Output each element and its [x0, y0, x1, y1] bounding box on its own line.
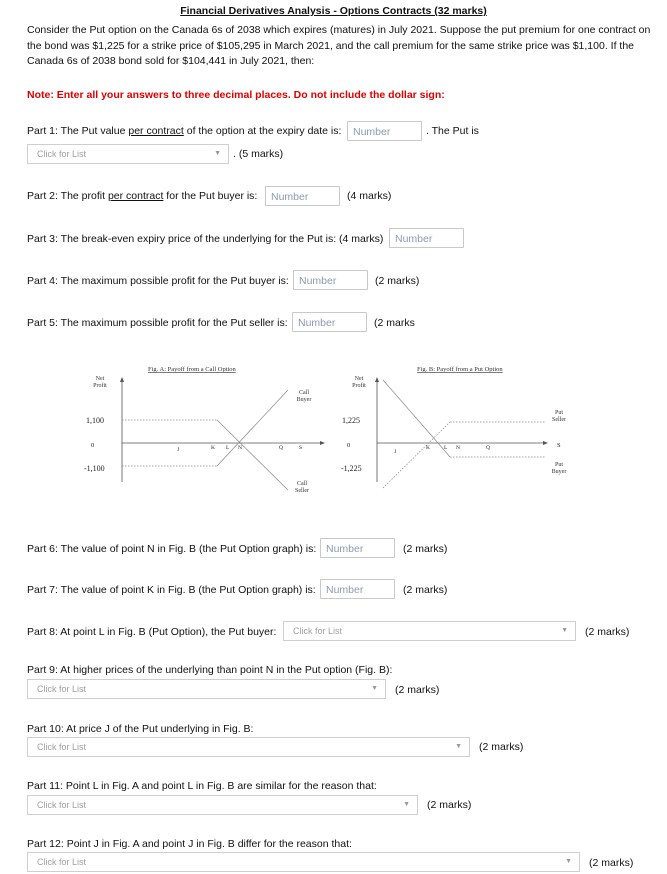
part-8-dropdown[interactable]: Click for List ▼: [283, 621, 576, 641]
part-3-question: Part 3: The break-even expiry price of the underlying for the Put is: (4 marks): [27, 233, 384, 245]
chevron-down-icon: ▼: [455, 743, 462, 750]
fig-b-x-n: N: [456, 445, 460, 451]
part-10-marks: (2 marks): [479, 741, 524, 753]
fig-a-tick-top: 1,100: [86, 416, 104, 425]
instructions-note: Note: Enter all your answers to three decimal places. Do not include the dollar sign:: [27, 89, 445, 101]
part-5-question: Part 5: The maximum possible profit for the Put seller is:: [27, 317, 288, 329]
fig-b-x-j: J: [394, 449, 397, 455]
fig-a-ylabel-1: Net: [95, 376, 105, 382]
part-9-question: Part 9: At higher prices of the underlying than point N in the Put option (Fig. B):: [27, 664, 393, 676]
part-11-question: Part 11: Point L in Fig. A and point L in Fig. B are similar for the reason that:: [27, 780, 377, 792]
fig-b-x-k: K: [426, 445, 430, 451]
fig-b-tick-bottom: -1,225: [341, 464, 362, 473]
part-6-marks: (2 marks): [403, 543, 448, 555]
fig-a-tick-bottom: -1,100: [84, 464, 105, 473]
fig-a-ylabel-2: Profit: [93, 383, 107, 389]
fig-a-call-payoff-diagram: [80, 360, 350, 505]
fig-b-seller-label-1: Put: [554, 410, 564, 416]
chevron-down-icon: ▼: [403, 801, 410, 808]
part-12-question: Part 12: Point J in Fig. A and point J in Fig. B differ for the reason that:: [27, 838, 352, 850]
part-10-dropdown[interactable]: Click for List ▼: [27, 737, 470, 757]
part-6-number-input[interactable]: Number: [320, 538, 395, 558]
fig-b-x-l: L: [444, 445, 448, 451]
fig-b-buyer-label-1: Put: [554, 462, 564, 468]
part-9-dropdown[interactable]: Click for List ▼: [27, 679, 386, 699]
fig-a-x-j: J: [177, 447, 180, 453]
fig-b-tick-top: 1,225: [342, 416, 360, 425]
chevron-down-icon: ▼: [561, 627, 568, 634]
part-7-marks: (2 marks): [403, 584, 448, 596]
fig-a-seller-label-1: Call: [297, 481, 307, 487]
part-5-number-input[interactable]: Number: [292, 312, 367, 332]
page-title: Financial Derivatives Analysis - Options Contracts (32 marks): [180, 5, 487, 17]
chevron-down-icon: ▼: [371, 685, 378, 692]
part-2-number-input[interactable]: Number: [265, 186, 340, 206]
part-3-number-input[interactable]: Number: [389, 228, 464, 248]
problem-statement: Consider the Put option on the Canada 6s of 2038 which expires (matures) in July 2021. Suppose the put premium for one contract on the bond was $1,225 for a strike price of $105,295 in March 2021, and the call premium for the same strike price was $1,100. If the Canada 6s of 2038 bond sold for $104,441 in July 2021, then:: [27, 24, 651, 67]
part-7-number-input[interactable]: Number: [320, 579, 395, 599]
fig-b-tick-zero: 0: [347, 442, 351, 449]
part-1-marks: . (5 marks): [233, 148, 284, 160]
part-6-question: Part 6: The value of point N in Fig. B (the Put Option graph) is:: [27, 543, 317, 555]
part-8-question: Part 8: At point L in Fig. B (Put Option), the Put buyer:: [27, 626, 277, 638]
fig-b-seller-label-2: Seller: [552, 417, 566, 423]
fig-a-x-k: K: [211, 445, 215, 451]
fig-a-x-q: Q: [279, 445, 283, 451]
part-11-dropdown[interactable]: Click for List ▼: [27, 795, 418, 815]
part-5-marks: (2 marks: [374, 317, 415, 329]
fig-b-x-s: S: [557, 442, 561, 449]
fig-a-y-arrow: [120, 377, 124, 382]
fig-a-title: Fig. A: Payoff from a Call Option: [148, 366, 236, 373]
fig-b-put-payoff-diagram: [335, 360, 585, 505]
fig-b-ylabel-2: Profit: [352, 383, 366, 389]
fig-a-x-arrow: [320, 441, 325, 445]
fig-a-x-n: N: [238, 445, 242, 451]
part-2-question: Part 2: The profit per contract for the Put buyer is:: [27, 190, 258, 202]
part-12-marks: (2 marks): [589, 857, 634, 869]
fig-a-buyer-label-2: Buyer: [296, 397, 312, 403]
part-7-question: Part 7: The value of point K in Fig. B (the Put Option graph) is:: [27, 584, 316, 596]
fig-b-x-arrow: [543, 441, 548, 445]
part-8-marks: (2 marks): [585, 626, 630, 638]
fig-b-y-arrow: [375, 377, 379, 382]
part-1-question: Part 1: The Put value per contract of the option at the expiry date is:: [27, 125, 342, 137]
fig-b-buyer-line: [383, 380, 438, 443]
chevron-down-icon: ▼: [214, 150, 221, 157]
fig-b-x-q: Q: [486, 445, 490, 451]
part-4-number-input[interactable]: Number: [293, 270, 368, 290]
fig-a-x-s: S: [299, 445, 303, 451]
part-1-follow-text: . The Put is: [426, 125, 479, 137]
part-2-marks: (4 marks): [347, 190, 392, 202]
part-12-dropdown[interactable]: Click for List ▼: [27, 852, 580, 872]
fig-b-buyer-label-2: Buyer: [551, 469, 567, 475]
part-1-number-input[interactable]: Number: [347, 121, 422, 141]
fig-a-buyer-label-1: Call: [299, 390, 309, 396]
part-11-marks: (2 marks): [427, 799, 472, 811]
part-10-question: Part 10: At price J of the Put underlying in Fig. B:: [27, 723, 254, 735]
fig-a-tick-zero: 0: [91, 442, 95, 449]
part-1-dropdown[interactable]: Click for List ▼: [27, 144, 229, 164]
fig-b-seller-line: [383, 422, 450, 488]
part-4-marks: (2 marks): [375, 275, 420, 287]
fig-a-x-l: L: [226, 445, 230, 451]
fig-a-seller-label-2: Seller: [295, 488, 309, 494]
fig-b-ylabel-1: Net: [354, 376, 364, 382]
fig-b-title: Fig. B: Payoff from a Put Option: [417, 366, 503, 373]
chevron-down-icon: ▼: [565, 858, 572, 865]
part-4-question: Part 4: The maximum possible profit for the Put buyer is:: [27, 275, 289, 287]
part-9-marks: (2 marks): [395, 684, 440, 696]
